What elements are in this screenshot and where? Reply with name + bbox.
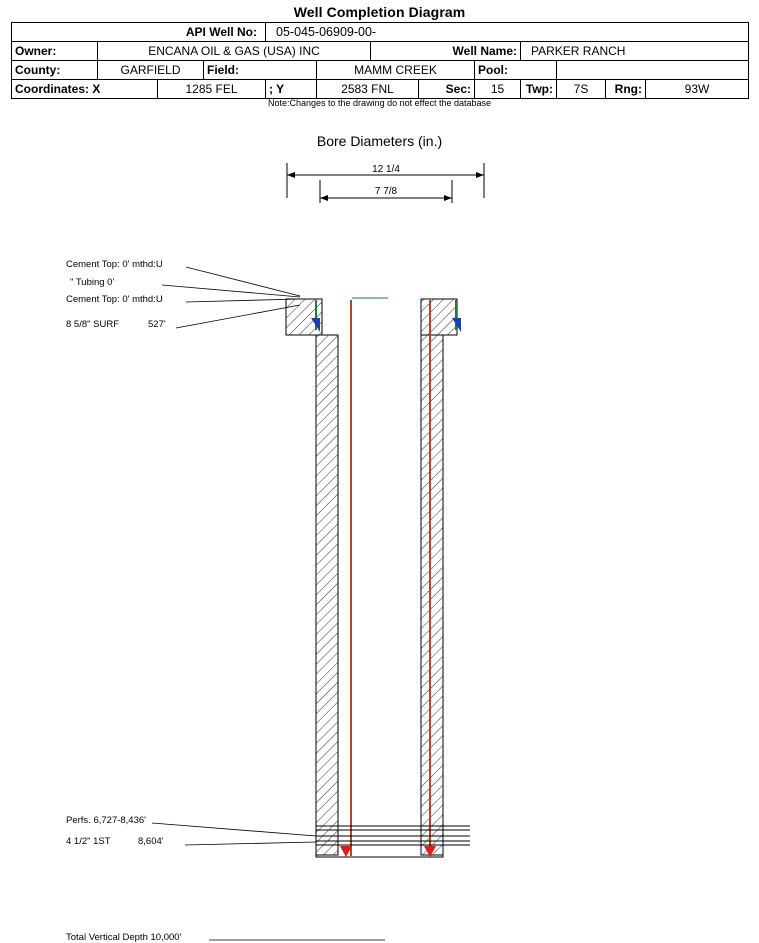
rng-label: Rng: bbox=[606, 80, 646, 99]
twp-label: Twp: bbox=[521, 80, 557, 99]
annotation-surface-casing: 8 5/8" SURF bbox=[66, 319, 120, 330]
inner-bore-label: 7 7/8 bbox=[374, 186, 398, 197]
surface-casing-right bbox=[421, 299, 457, 335]
annotation-cement-top-2: Cement Top: 0' mthd:U bbox=[66, 294, 163, 305]
annulus-left bbox=[316, 335, 338, 855]
rng-value: 93W bbox=[646, 80, 749, 99]
api-value: 05-045-06909-00- bbox=[266, 23, 749, 42]
coordinates-label: Coordinates: X bbox=[12, 80, 158, 99]
county-label: County: bbox=[12, 61, 98, 80]
coord-y-value: 2583 FNL bbox=[317, 80, 419, 99]
sec-label: Sec: bbox=[419, 80, 475, 99]
annulus-right bbox=[421, 335, 443, 855]
field-value: MAMM CREEK bbox=[317, 61, 475, 80]
annotation-production-casing: 4 1/2" 1ST bbox=[66, 836, 111, 847]
pool-label: Pool: bbox=[475, 61, 557, 80]
sec-value: 15 bbox=[475, 80, 521, 99]
twp-value: 7S bbox=[557, 80, 606, 99]
leader-surface-casing bbox=[176, 305, 300, 328]
annotation-production-casing-depth: 8,604' bbox=[138, 836, 164, 847]
county-value: GARFIELD bbox=[98, 61, 204, 80]
annotation-tubing: " Tubing 0' bbox=[70, 277, 115, 288]
well-name-value: PARKER RANCH bbox=[521, 42, 749, 61]
outer-bore-label: 12 1/4 bbox=[372, 164, 400, 175]
api-label: API Well No: bbox=[12, 23, 266, 42]
leader-perfs bbox=[152, 823, 316, 836]
field-label: Field: bbox=[204, 61, 317, 80]
annotation-total-depth: Total Vertical Depth 10,000' bbox=[66, 932, 182, 943]
coord-y-label: ; Y bbox=[266, 80, 317, 99]
perforation-interval bbox=[316, 826, 470, 845]
owner-value: ENCANA OIL & GAS (USA) INC bbox=[98, 42, 371, 61]
coord-x-value: 1285 FEL bbox=[158, 80, 266, 99]
leader-production-casing bbox=[185, 842, 316, 845]
annotation-perfs: Perfs. 6,727-8,436' bbox=[66, 815, 146, 826]
leader-cement-top-2 bbox=[186, 299, 300, 302]
disclaimer-note: Note:Changes to the drawing do not effect the database bbox=[268, 98, 491, 108]
annotation-cement-top-1: Cement Top: 0' mthd:U bbox=[66, 259, 163, 270]
page-title: Well Completion Diagram bbox=[293, 4, 466, 20]
owner-label: Owner: bbox=[12, 42, 98, 61]
bore-diameters-title: Bore Diameters (in.) bbox=[316, 133, 443, 149]
annotation-surface-casing-depth: 527' bbox=[148, 319, 166, 330]
well-name-label: Well Name: bbox=[371, 42, 521, 61]
